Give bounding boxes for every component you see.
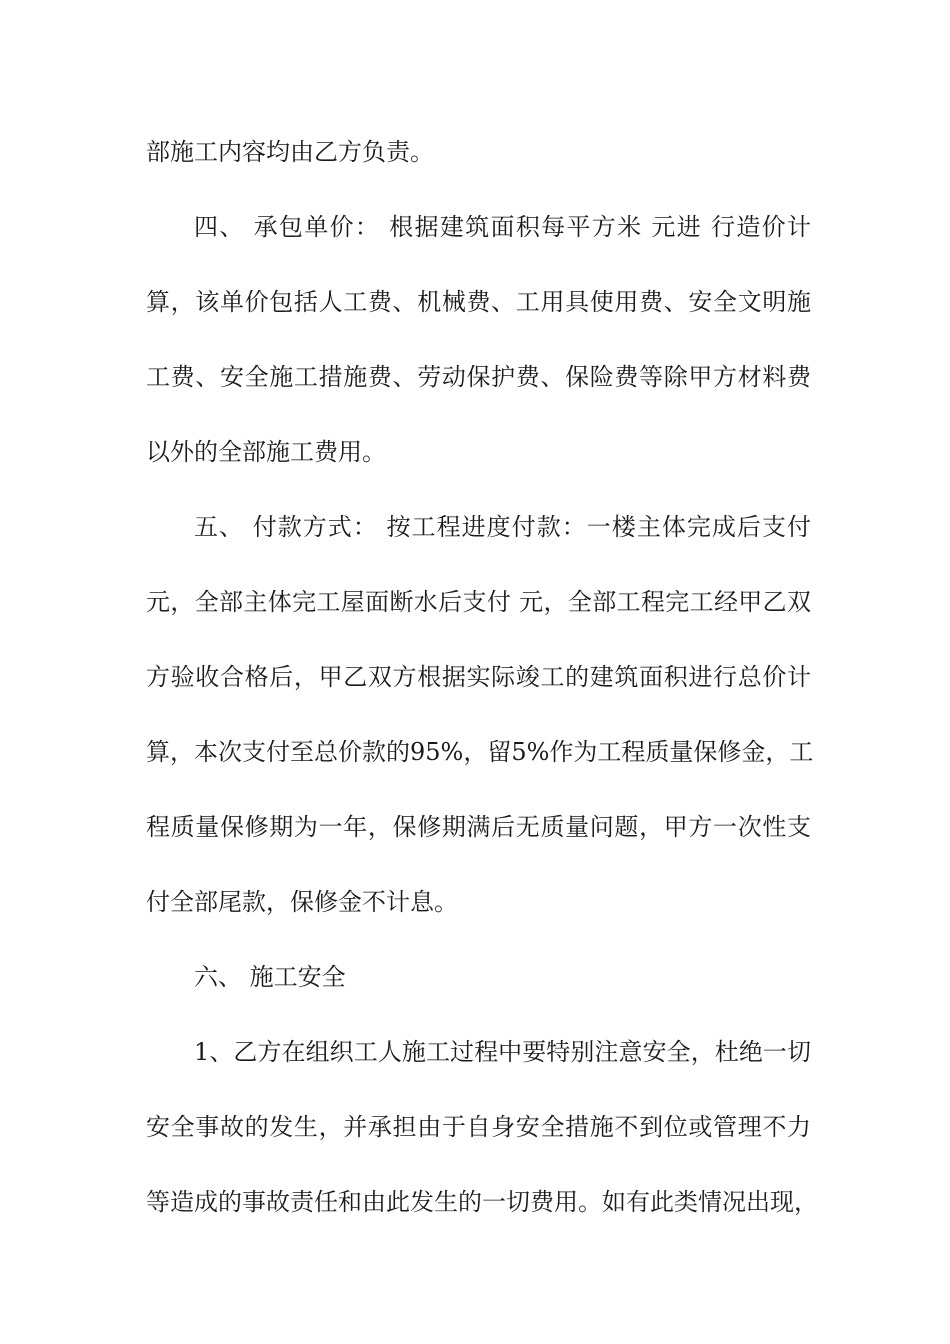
text-line: 等造成的事故责任和由此发生的一切费用。如有此类情况出现， — [146, 1188, 818, 1216]
section-heading-payment: 五、 付款方式： 按工程进度付款：一楼主体完成后支付 — [194, 513, 811, 541]
text-line: 元，全部主体完工屋面断水后支付 元，全部工程完工经甲乙双 — [146, 588, 811, 616]
text-line: 付全部尾款，保修金不计息。 — [146, 888, 458, 916]
section-heading-unit-price: 四、 承包单价： 根据建筑面积每平方米 元进 行造价计 — [194, 213, 811, 241]
text-line: 安全事故的发生，并承担由于自身安全措施不到位或管理不力 — [146, 1113, 811, 1141]
text-line: 算，本次支付至总价款的95%，留5%作为工程质量保修金，工 — [146, 738, 814, 766]
section-heading-safety: 六、 施工安全 — [194, 963, 346, 991]
text-line: 方验收合格后，甲乙双方根据实际竣工的建筑面积进行总价计 — [146, 663, 811, 691]
text-line: 1、乙方在组织工人施工过程中要特别注意安全，杜绝一切 — [194, 1038, 811, 1066]
text-line: 程质量保修期为一年，保修期满后无质量问题，甲方一次性支 — [146, 813, 811, 841]
text-line: 部施工内容均由乙方负责。 — [146, 138, 434, 166]
text-line: 以外的全部施工费用。 — [146, 438, 386, 466]
text-line: 算，该单价包括人工费、机械费、工用具使用费、安全文明施 — [146, 288, 811, 316]
text-line: 工费、安全施工措施费、劳动保护费、保险费等除甲方材料费 — [146, 363, 811, 391]
